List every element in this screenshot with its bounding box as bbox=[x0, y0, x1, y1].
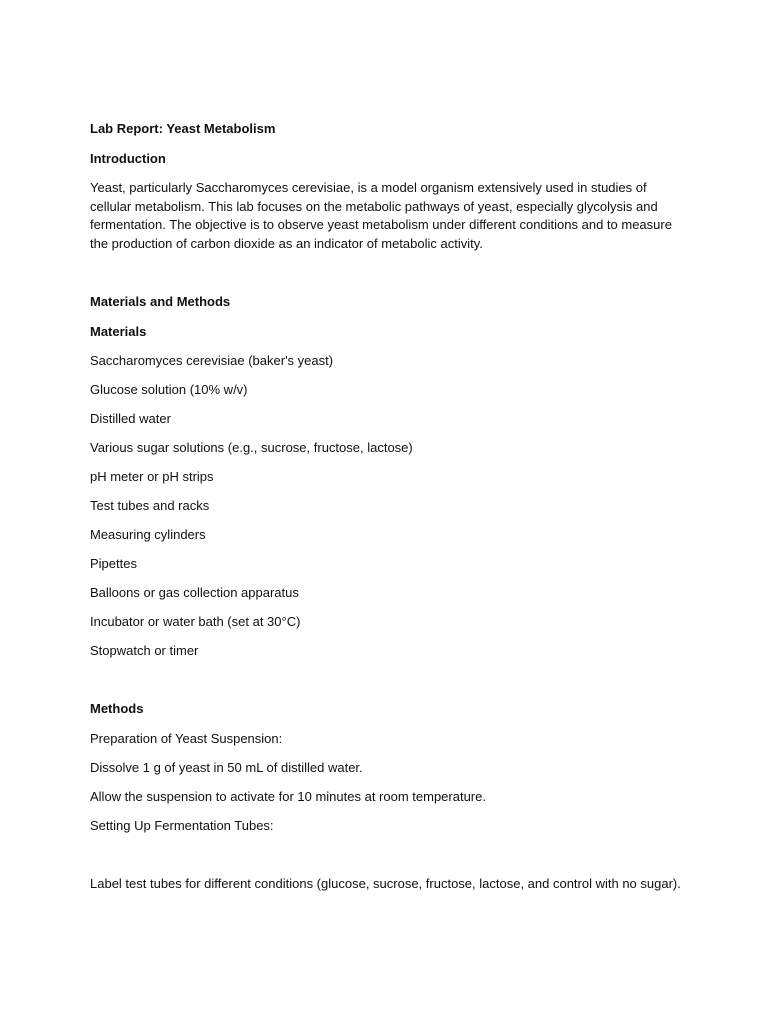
spacer bbox=[90, 264, 690, 293]
list-item: Balloons or gas collection apparatus bbox=[90, 585, 299, 600]
method-step: Label test tubes for different conditions (glucose, sucrose, fructose, lactose, and control with no sugar). bbox=[90, 875, 681, 891]
method-step: Allow the suspension to activate for 10 minutes at room temperature. bbox=[90, 788, 486, 804]
method-step: Preparation of Yeast Suspension: bbox=[90, 730, 283, 746]
introduction-paragraph: Yeast, particularly Saccharomyces cerevisiae, is a model organism extensively used in studies of cellular metabolism. This lab focuses on the metabolic pathways of yeast, especially glycolysis and fermentation. The objective is to observe yeast metabolism under different conditions and to measure the production of carbon dioxide as an indicator of metabolic activity. bbox=[90, 180, 672, 251]
document-title: Lab Report: Yeast Metabolism bbox=[90, 121, 276, 136]
spacer bbox=[90, 846, 690, 875]
spacer bbox=[90, 671, 690, 700]
list-item: Stopwatch or timer bbox=[90, 643, 199, 658]
list-item: Test tubes and racks bbox=[90, 498, 210, 513]
list-item: Pipettes bbox=[90, 556, 137, 571]
materials-and-methods-heading: Materials and Methods bbox=[90, 294, 231, 309]
introduction-heading: Introduction bbox=[90, 150, 166, 166]
list-item: Measuring cylinders bbox=[90, 527, 206, 542]
method-step: Setting Up Fermentation Tubes: bbox=[90, 817, 274, 833]
materials-heading: Materials bbox=[90, 323, 147, 339]
list-item: Distilled water bbox=[90, 411, 171, 426]
list-item: pH meter or pH strips bbox=[90, 469, 214, 484]
list-item: Saccharomyces cerevisiae (baker's yeast) bbox=[90, 353, 334, 368]
method-step: Dissolve 1 g of yeast in 50 mL of distilled water. bbox=[90, 759, 363, 775]
materials-list bbox=[90, 352, 690, 661]
document-page bbox=[90, 120, 690, 904]
list-item: Various sugar solutions (e.g., sucrose, fructose, lactose) bbox=[90, 440, 413, 455]
methods-heading: Methods bbox=[90, 701, 144, 716]
methods-list bbox=[90, 730, 690, 894]
list-item: Glucose solution (10% w/v) bbox=[90, 382, 248, 397]
list-item: Incubator or water bath (set at 30°C) bbox=[90, 614, 301, 629]
